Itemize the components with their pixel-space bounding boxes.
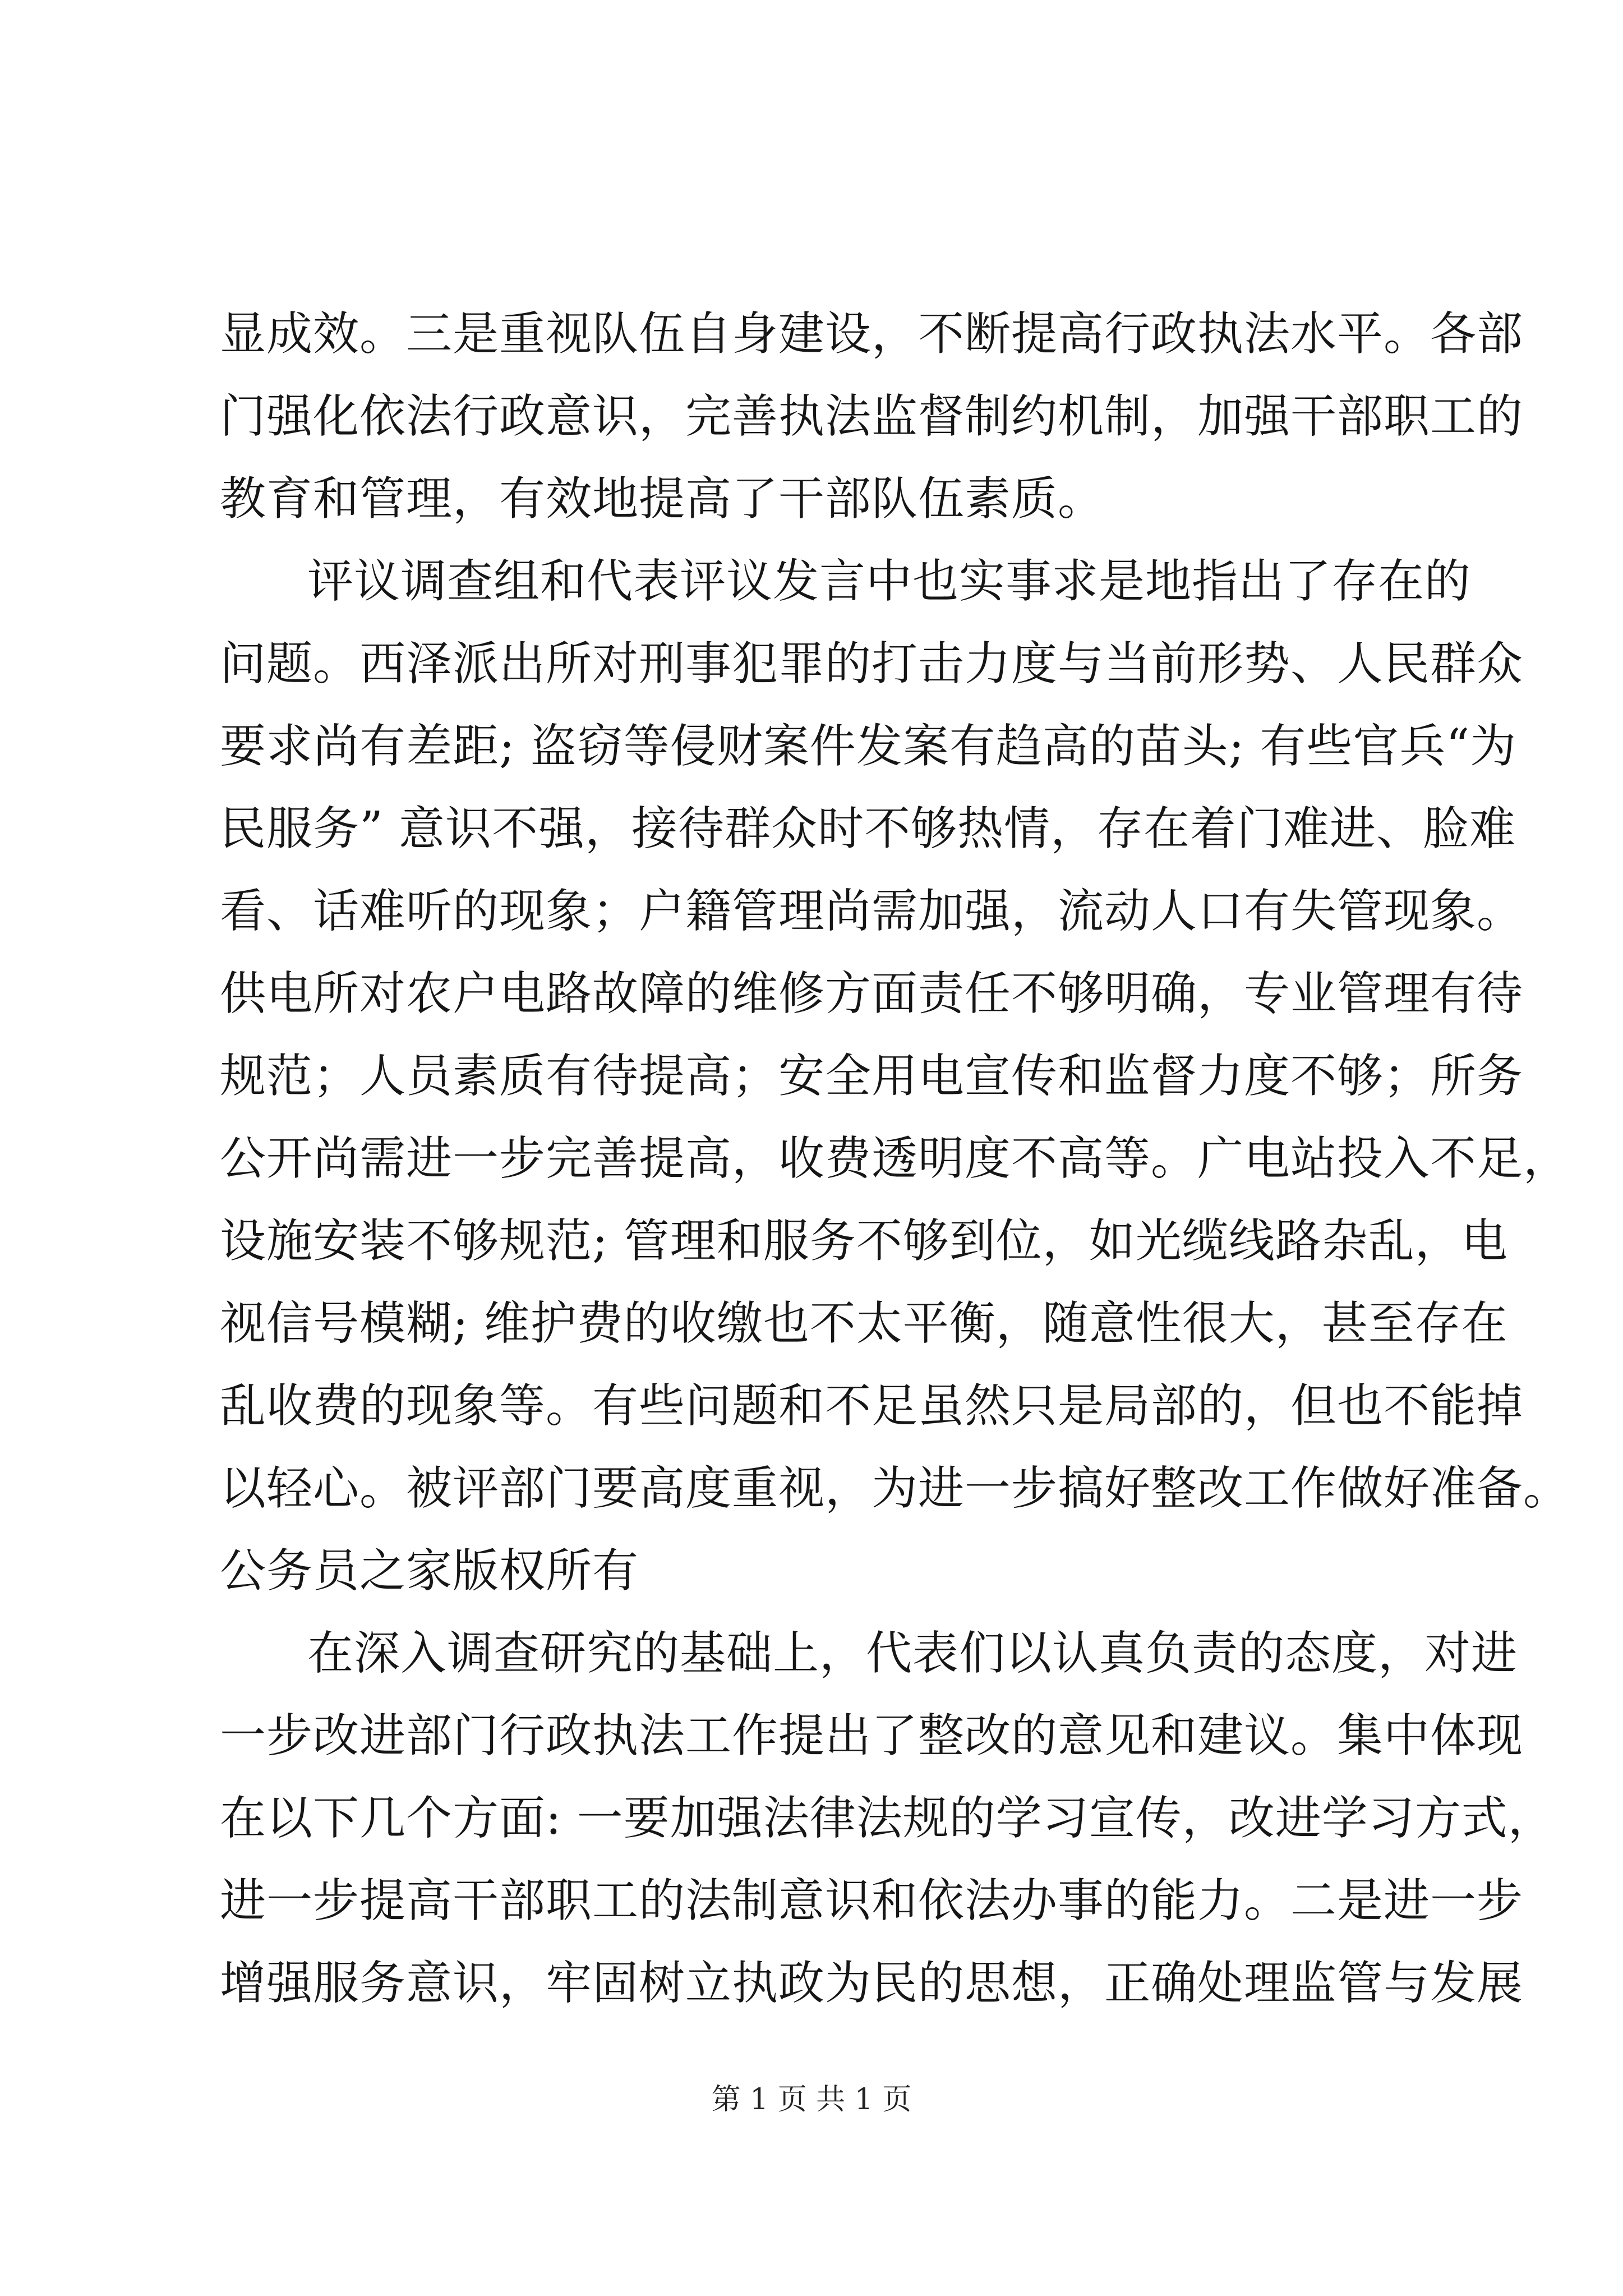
text-line: 民服务” 意识不强，接待群众时不够热情，存在着门难进、脸难 — [220, 802, 1516, 855]
page-footer: 第 1 页 共 1 页 — [711, 2083, 912, 2116]
text-line: 供电所对农户电路故障的维修方面责任不够明确，专业管理有待 — [220, 967, 1524, 1020]
text-line: 问题。西泽派出所对刑事犯罪的打击力度与当前形势、人民群众 — [220, 637, 1524, 691]
text-line: 公开尚需进一步完善提高，收费透明度不高等。广电站投入不足， — [220, 1132, 1570, 1185]
text-line: 看、话难听的现象；户籍管理尚需加强，流动人口有失管现象。 — [220, 885, 1524, 938]
text-line: 在以下几个方面: 一要加强法律法规的学习宣传，改进学习方式， — [220, 1792, 1555, 1845]
text-line: 进一步提高干部职工的法制意识和依法办事的能力。二是进一步 — [220, 1874, 1524, 1927]
text-line: 增强服务意识，牢固树立执政为民的思想，正确处理监管与发展 — [220, 1957, 1524, 2010]
text-line: 门强化依法行政意识，完善执法监督制约机制，加强干部职工的 — [220, 390, 1524, 443]
text-line: 设施安装不够规范; 管理和服务不够到位，如光缆线路杂乱，电 — [220, 1214, 1508, 1268]
paragraph-first-line: 在深入调查研究的基础上，代表们以认真负责的态度，对进 — [307, 1627, 1518, 1680]
text-line: 显成效。三是重视队伍自身建设，不断提高行政执法水平。各部 — [220, 307, 1524, 361]
text-line: 一步改进部门行政执法工作提出了整改的意见和建议。集中体现 — [220, 1709, 1524, 1763]
text-line: 以轻心。被评部门要高度重视，为进一步搞好整改工作做好准备。 — [220, 1462, 1570, 1515]
paragraph-first-line: 评议调查组和代表评议发言中也实事求是地指出了存在的 — [307, 555, 1472, 608]
text-line: 公务员之家版权所有 — [220, 1544, 639, 1598]
text-line: 教育和管理，有效地提高了干部队伍素质。 — [220, 472, 1105, 526]
text-line: 要求尚有差距; 盗窃等侵财案件发案有趋高的苗头; 有些官兵“为 — [220, 720, 1517, 773]
text-line: 规范；人员素质有待提高；安全用电宣传和监督力度不够；所务 — [220, 1050, 1524, 1103]
text-line: 视信号模糊; 维护费的收缴也不太平衡，随意性很大，甚至存在 — [220, 1297, 1508, 1350]
text-line: 乱收费的现象等。有些问题和不足虽然只是局部的，但也不能掉 — [220, 1379, 1524, 1433]
